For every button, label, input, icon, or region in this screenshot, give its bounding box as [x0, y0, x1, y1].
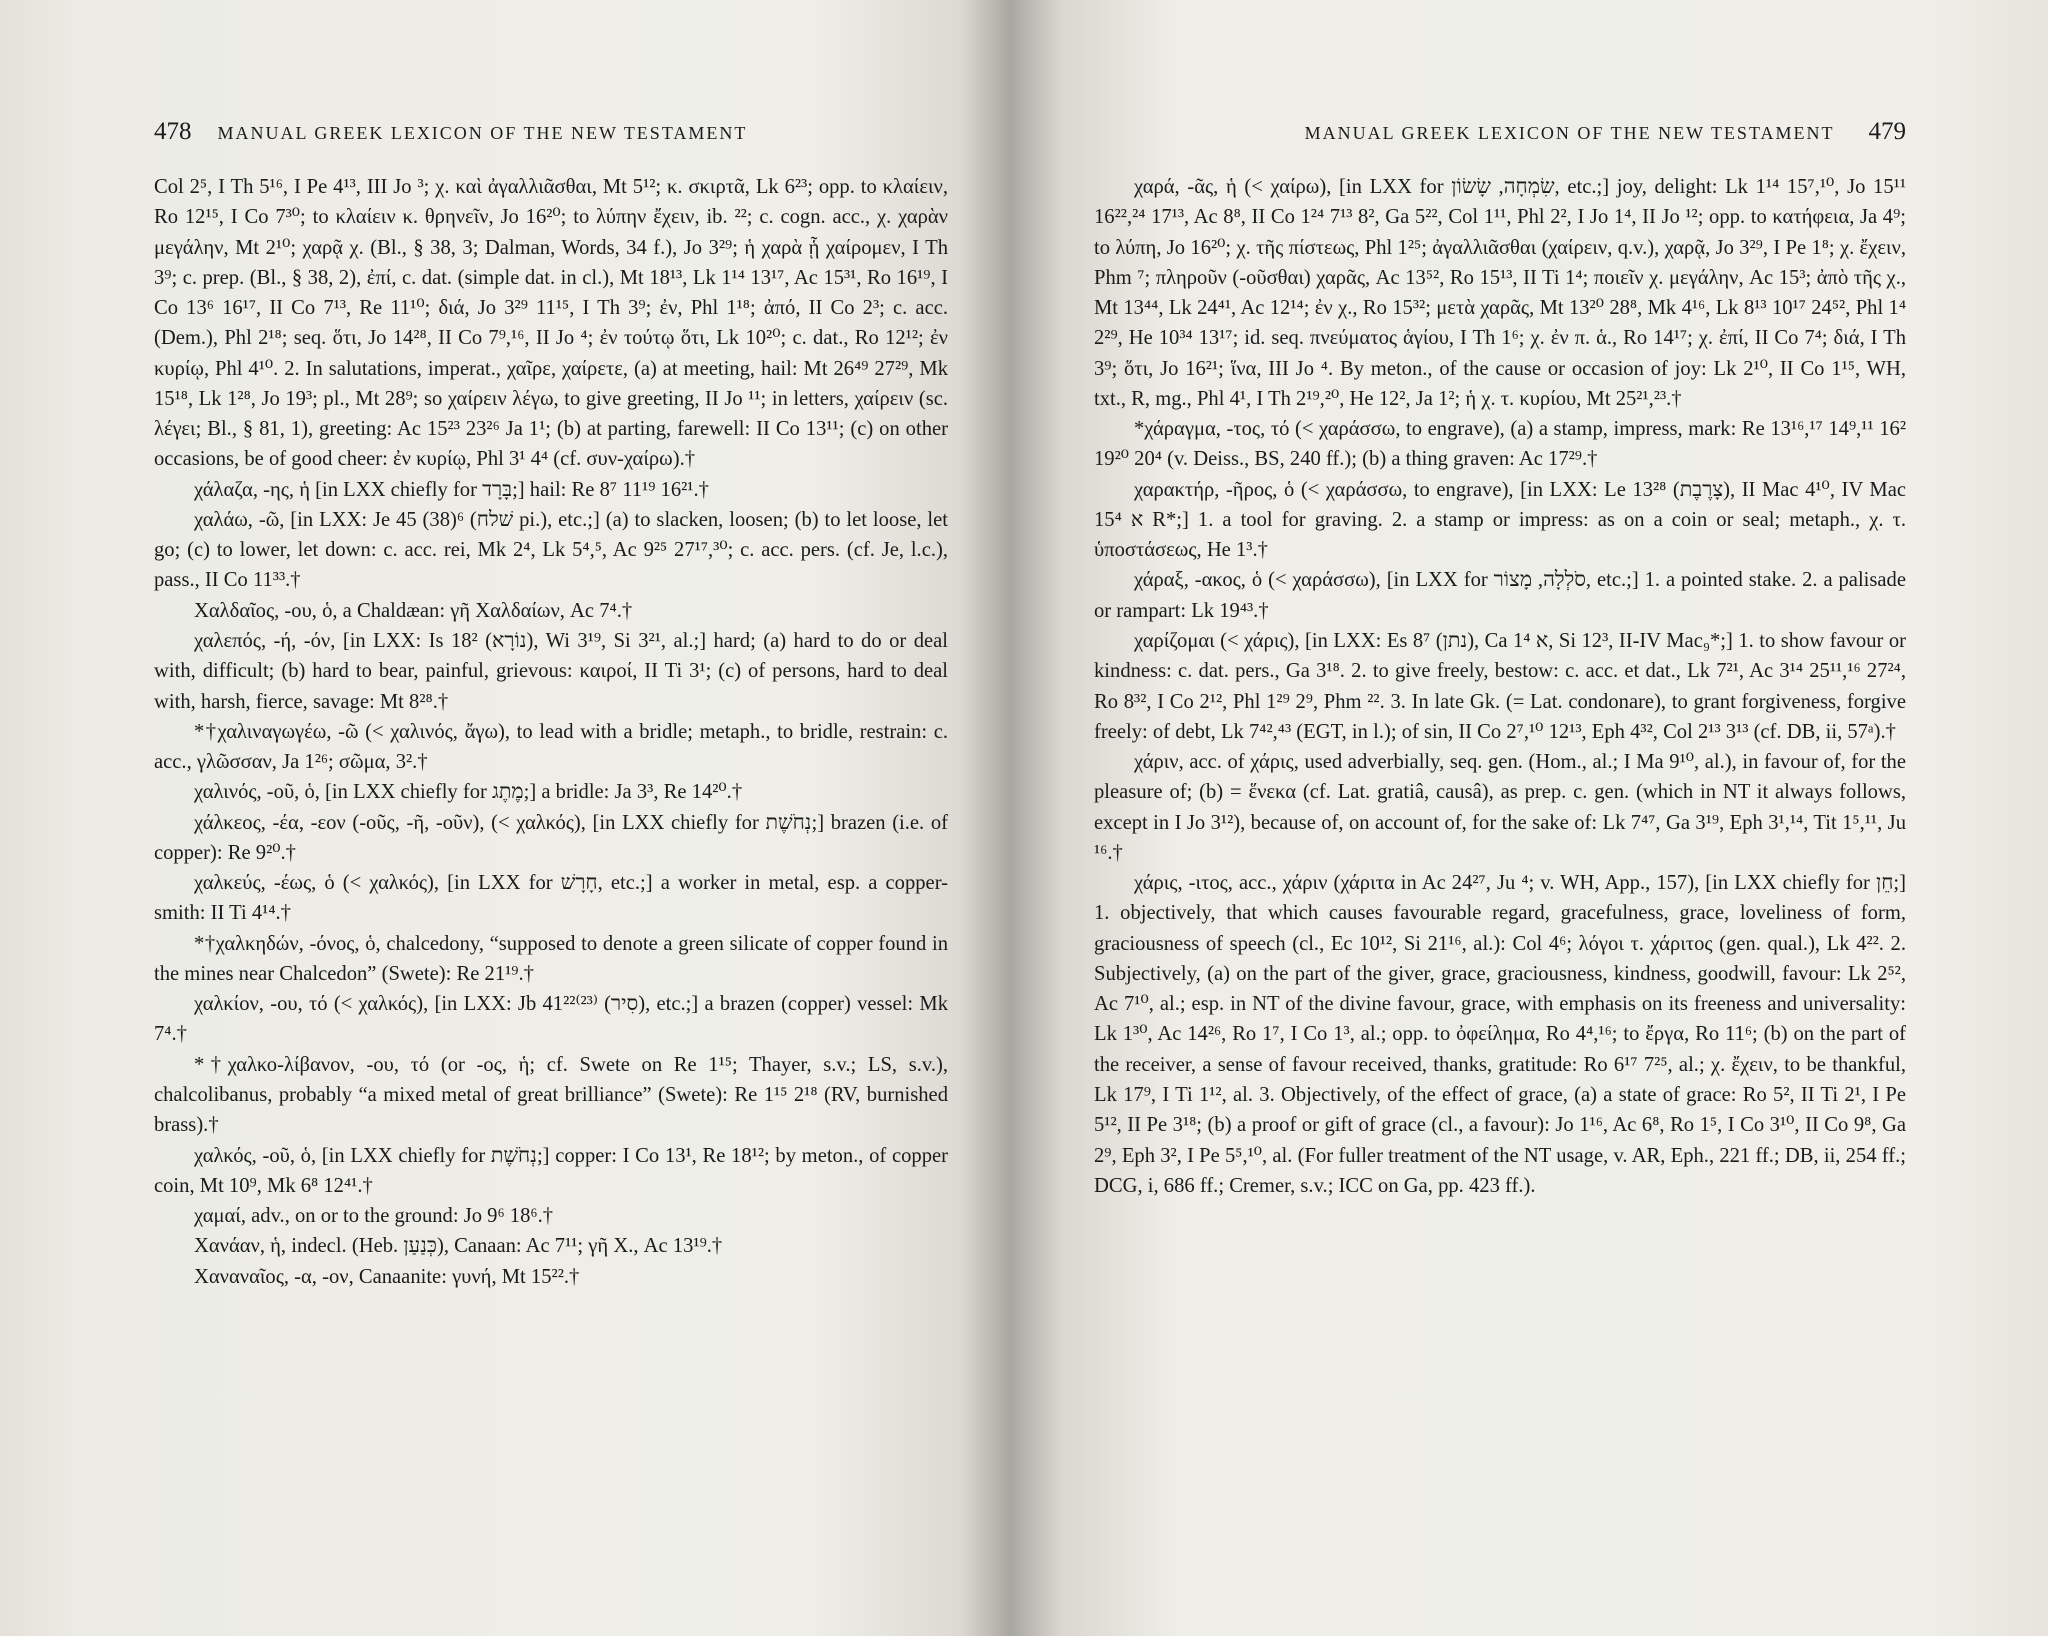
lexicon-entry: χαλάω, -ῶ, [in LXX: Je 45 (38)⁶ (שׁלח pi.), etc.;] (a) to slacken, loosen; (b) to let loose, let go; (c) to lower, let down: c. acc. rei, Mk 2⁴, Lk 5⁴,⁵, Ac 9²⁵ 27¹⁷,³⁰; c. acc. pers. (cf. Je, l.c.), pass., II Co 11³³.†	[154, 508, 948, 592]
page-header	[1094, 118, 1906, 146]
lexicon-entry: χαμαί, adv., on or to the ground: Jo 9⁶ 18⁶.†	[194, 1205, 554, 1228]
lexicon-entry: χαλκίον, -ου, τό (< χαλκός), [in LXX: Jb 41²²⁽²³⁾ (סִיר), etc.;] a brazen (copper) vessel: Mk 7⁴.†	[154, 993, 948, 1046]
continued-entry: Col 2⁵, I Th 5¹⁶, I Pe 4¹³, III Jo ³; χ. καὶ ἀγαλλιᾶσθαι, Mt 5¹²; κ. σκιρτᾶ, Lk 6²³; opp. to κλαίειν, Ro 12¹⁵, I Co 7³⁰; to κλαίειν κ. θρηνεῖν, Jo 16²⁰; to λύπην ἔχειν, ib. ²²; c. cogn. acc., χ. χαρὰν μεγάλην, Mt 2¹⁰; χαρᾷ χ. (Bl., § 38, 3; Dalman, Words, 34 f.), Jo 3²⁹; ἡ χαρὰ ᾗ χαίρομεν, I Th 3⁹; c. prep. (Bl., § 38, 2), ἐπί, c. dat. (simple dat. in cl.), Mt 18¹³, Lk 1¹⁴ 13¹⁷, Ac 15³¹, Ro 16¹⁹, I Co 13⁶ 16¹⁷, II Co 7¹³, Re 11¹⁰; διά, Jo 3²⁹ 11¹⁵, I Th 3⁹; ἐν, Phl 1¹⁸; ἀπό, II Co 2³; c. acc. (Dem.), Phl 2¹⁸; seq. ὅτι, Jo 14²⁸, II Co 7⁹,¹⁶, II Jo ⁴; ἐν τούτῳ ὅτι, Lk 10²⁰; c. dat., Ro 12¹²; ἐν κυρίῳ, Phl 4¹⁰. 2. In salutations, imperat., χαῖρε, χαίρετε, (a) at meeting, hail: Mt 26⁴⁹ 27²⁹, Mk 15¹⁸, Lk 1²⁸, Jo 19³; pl., Mt 28⁹; so χαίρειν λέγω, to give greeting, II Jo ¹¹; in letters, χαίρειν (sc. λέγει; Bl., § 81, 1), greeting: Ac 15²³ 23²⁶ Ja 1¹; (b) at parting, farewell: II Co 13¹¹; (c) on other occasions, be of good cheer: ἐν κυρίῳ, Phl 3¹ 4⁴ (cf. συν-χαίρω).†	[154, 176, 948, 471]
left-page	[0, 0, 1010, 1636]
lexicon-entry: χάριν, acc. of χάρις, used adverbially, seq. gen. (Hom., al.; I Ma 9¹⁰, al.), in favour of, for the pleasure of; (b) = ἕνεκα (cf. Lat. gratiâ, causâ), as prep. c. gen. (which in NT it always follows, except in I Jo 3¹²), because of, on account of, for the sake of: Lk 7⁴⁷, Ga 3¹⁹, Eph 3¹,¹⁴, Tit 1⁵,¹¹, Ju ¹⁶.†	[1094, 751, 1906, 864]
lexicon-entry: Χαλδαῖος, -ου, ὁ, a Chaldæan: γῆ Χαλδαίων, Ac 7⁴.†	[194, 599, 633, 622]
lexicon-entry: χαλεπός, -ή, -όν, [in LXX: Is 18² (נוֹרָא), Wi 3¹⁹, Si 3²¹, al.;] hard; (a) hard to do or deal with, difficult; (b) hard to bear, painful, grievous: καιροί, II Ti 3¹; (c) of persons, hard to deal with, harsh, fierce, savage: Mt 8²⁸.†	[154, 629, 948, 713]
lexicon-entry: χαρά, -ᾶς, ἡ (< χαίρω), [in LXX for שִׂמְחָה, שָׂשׂוֹן, etc.;] joy, delight: Lk 1¹⁴ 15⁷,¹⁰, Jo 15¹¹ 16²²,²⁴ 17¹³, Ac 8⁸, II Co 1²⁴ 7¹³ 8², Ga 5²², Col 1¹¹, Phl 2², I Jo 1⁴, II Jo ¹²; opp. to κατήφεια, Ja 4⁹; to λύπη, Jo 16²⁰; χ. τῆς πίστεως, Phl 1²⁵; ἀγαλλιᾶσθαι (χαίρειν, q.v.), χαρᾷ, Jo 3²⁹, I Pe 1⁸; χ. ἔχειν, Phm ⁷; πληροῦν (-οῦσθαι) χαρᾶς, Ac 13⁵², Ro 15¹³, II Ti 1⁴; ποιεῖν χ. μεγάλην, Ac 15³; ἀπὸ τῆς χ., Mt 13⁴⁴, Lk 24⁴¹, Ac 12¹⁴; ἐν χ., Ro 15³²; μετὰ χαρᾶς, Mt 13²⁰ 28⁸, Mk 4¹⁶, Lk 8¹³ 10¹⁷ 24⁵², Phl 1⁴ 2²⁹, He 10³⁴ 13¹⁷; id. seq. πνεύματος ἁγίου, I Th 1⁶; χ. ἐν π. ἁ., Ro 14¹⁷; χ. ἐπί, II Co 7⁴; διά, I Th 3⁹; ὅτι, Jo 16²¹; ἵνα, III Jo ⁴. By meton., of the cause or occasion of joy: Lk 2¹⁰, II Co 1¹⁵, WH, txt., R, mg., Phl 4¹, I Th 2¹⁹,²⁰, He 12², Ja 1²; ἡ χ. τ. κυρίου, Mt 25²¹,²³.†	[1094, 176, 1906, 410]
page-header	[154, 118, 948, 146]
right-page	[1010, 0, 2048, 1636]
lexicon-text	[154, 172, 948, 1292]
lexicon-entry: χάλκεος, -έα, -εον (-οῦς, -ῆ, -οῦν), (< χαλκός), [in LXX chiefly for נְחֹשֶׁת;] brazen (i.e. of copper): Re 9²⁰.†	[154, 811, 948, 864]
lexicon-entry: χαρακτήρ, -ῆρος, ὁ (< χαράσσω, to engrave), [in LXX: Le 13²⁸ (צָרֶבֶת), II Mac 4¹⁰, IV Mac 15⁴ א R*;] 1. a tool for graving. 2. a stamp or impress: as on a coin or seal; metaph., χ. τ. ὑποστάσεως, He 1³.†	[1094, 478, 1907, 562]
lexicon-entry: χαλινός, -οῦ, ὁ, [in LXX chiefly for מֶתֶג;] a bridle: Ja 3³, Re 14²⁰.†	[194, 781, 743, 804]
lexicon-entry: *†χαλιναγωγέω, -ῶ (< χαλινός, ἄγω), to lead with a bridle; metaph., to bridle, restrain: c. acc., γλῶσσαν, Ja 1²⁶; σῶμα, 3².†	[154, 720, 948, 774]
lexicon-entry: χάρις, -ιτος, acc., χάριν (χάριτα in Ac 24²⁷, Ju ⁴; v. WH, App., 157), [in LXX chiefly for חֵן;] 1. objectively, that which causes favourable regard, gracefulness, grace, loveliness of form, graciousness of speech (cl., Ec 10¹², Si 21¹⁶, al.): Col 4⁶; λόγοι τ. χάριτος (gen. qual.), Lk 4²². 2. Subjectively, (a) on the part of the giver, grace, graciousness, kindness, goodwill, favour: Lk 2⁵², Ac 7¹⁰, al.; esp. in NT of the divine favour, grace, with emphasis on its freeness and universality: Lk 1³⁰, Ac 14²⁶, Ro 1⁷, I Co 1³, al.; opp. to ὀφείλημα, Ro 4⁴,¹⁶; to ἔργα, Ro 11⁶; (b) on the part of the receiver, a sense of favour received, thanks, gratitude: Ro 6¹⁷ 7²⁵, al.; χ. ἔχειν, to be thankful, Lk 17⁹, I Ti 1¹², al. 3. Objectively, of the effect of grace, (a) a state of grace: Ro 5², II Ti 2¹, I Pe 5¹², II Pe 3¹⁸; (b) a proof or gift of grace (cl., a favour): Jo 1¹⁶, Ac 6⁸, Ro 1⁵, I Co 3¹⁰, II Co 9⁸, Ga 2⁹, Eph 3², I Pe 5⁵,¹⁰, al. (For fuller treatment of the NT usage, v. AR, Eph., 221 ff.; DB, ii, 254 ff.; DCG, i, 686 ff.; Cremer, s.v.; ICC on Ga, pp. 423 ff.).	[1094, 872, 1906, 1197]
lexicon-entry: χάραξ, -ακος, ὁ (< χαράσσω), [in LXX for סֹלְלָה, מָצוֹר, etc.;] 1. a pointed stake. 2. a palisade or rampart: Lk 19⁴³.†	[1094, 569, 1906, 622]
lexicon-entry: χαρίζομαι (< χάρις), [in LXX: Es 8⁷ (נתן), Ca 1⁴ א, Si 12³, II-IV Mac₉*;] 1. to show favour or kindness: c. dat. pers., Ga 3¹⁸. 2. to give freely, bestow: c. acc. et dat., Lk 7²¹, Ac 3¹⁴ 25¹¹,¹⁶ 27²⁴, Ro 8³², I Co 2¹², Phl 1²⁹ 2⁹, Phm ²². 3. In late Gk. (= Lat. condonare), to grant forgiveness, forgive freely: of debt, Lk 7⁴²,⁴³ (EGT, in l.); of sin, II Co 2⁷,¹⁰ 12¹³, Eph 4³², Col 2¹³ 3¹³ (cf. DB, ii, 57ᵃ).†	[1094, 629, 1906, 743]
lexicon-entry: *†χαλκηδών, -όνος, ὁ, chalcedony, “supposed to denote a green silicate of copper found in the mines near Chalcedon” (Swete): Re 21¹⁹.†	[154, 932, 948, 985]
page-number: 479	[1868, 118, 1906, 145]
lexicon-entry: χαλκός, -οῦ, ὁ, [in LXX chiefly for נְחֹשֶׁת;] copper: I Co 13¹, Re 18¹²; by meton., of copper coin, Mt 10⁹, Mk 6⁸ 12⁴¹.†	[154, 1144, 948, 1197]
lexicon-entry: Χανάαν, ἡ, indecl. (Heb. כְּנַעַן), Canaan: Ac 7¹¹; γῆ Χ., Ac 13¹⁹.†	[194, 1235, 723, 1258]
running-title: MANUAL GREEK LEXICON OF THE NEW TESTAMENT	[217, 123, 748, 143]
lexicon-entry: χαλκεύς, -έως, ὁ (< χαλκός), [in LXX for חָרָשׁ, etc.;] a worker in metal, esp. a copper-smith: II Ti 4¹⁴.†	[154, 872, 948, 925]
lexicon-entry: *†χαλκο-λίβανον, -ου, τό (or -ος, ἡ; cf. Swete on Re 1¹⁵; Thayer, s.v.; LS, s.v.), chalcolibanus, probably “a mixed metal of great brilliance” (Swete): Re 1¹⁵ 2¹⁸ (RV, burnished brass).†	[154, 1053, 948, 1137]
running-title: MANUAL GREEK LEXICON OF THE NEW TESTAMENT	[1304, 123, 1835, 143]
lexicon-entry: Χαναναῖος, -α, -ον, Canaanite: γυνή, Mt 15²².†	[194, 1265, 580, 1288]
lexicon-entry: *χάραγμα, -τος, τό (< χαράσσω, to engrave), (a) a stamp, impress, mark: Re 13¹⁶,¹⁷ 14⁹,¹¹ 16² 19²⁰ 20⁴ (v. Deiss., BS, 240 ff.); (b) a thing graven: Ac 17²⁹.†	[1094, 418, 1906, 471]
lexicon-text	[1094, 172, 1906, 1201]
lexicon-entry: χάλαζα, -ης, ἡ [in LXX chiefly for בָּרָד;] hail: Re 8⁷ 11¹⁹ 16²¹.†	[194, 478, 709, 501]
page-number: 478	[154, 118, 192, 145]
